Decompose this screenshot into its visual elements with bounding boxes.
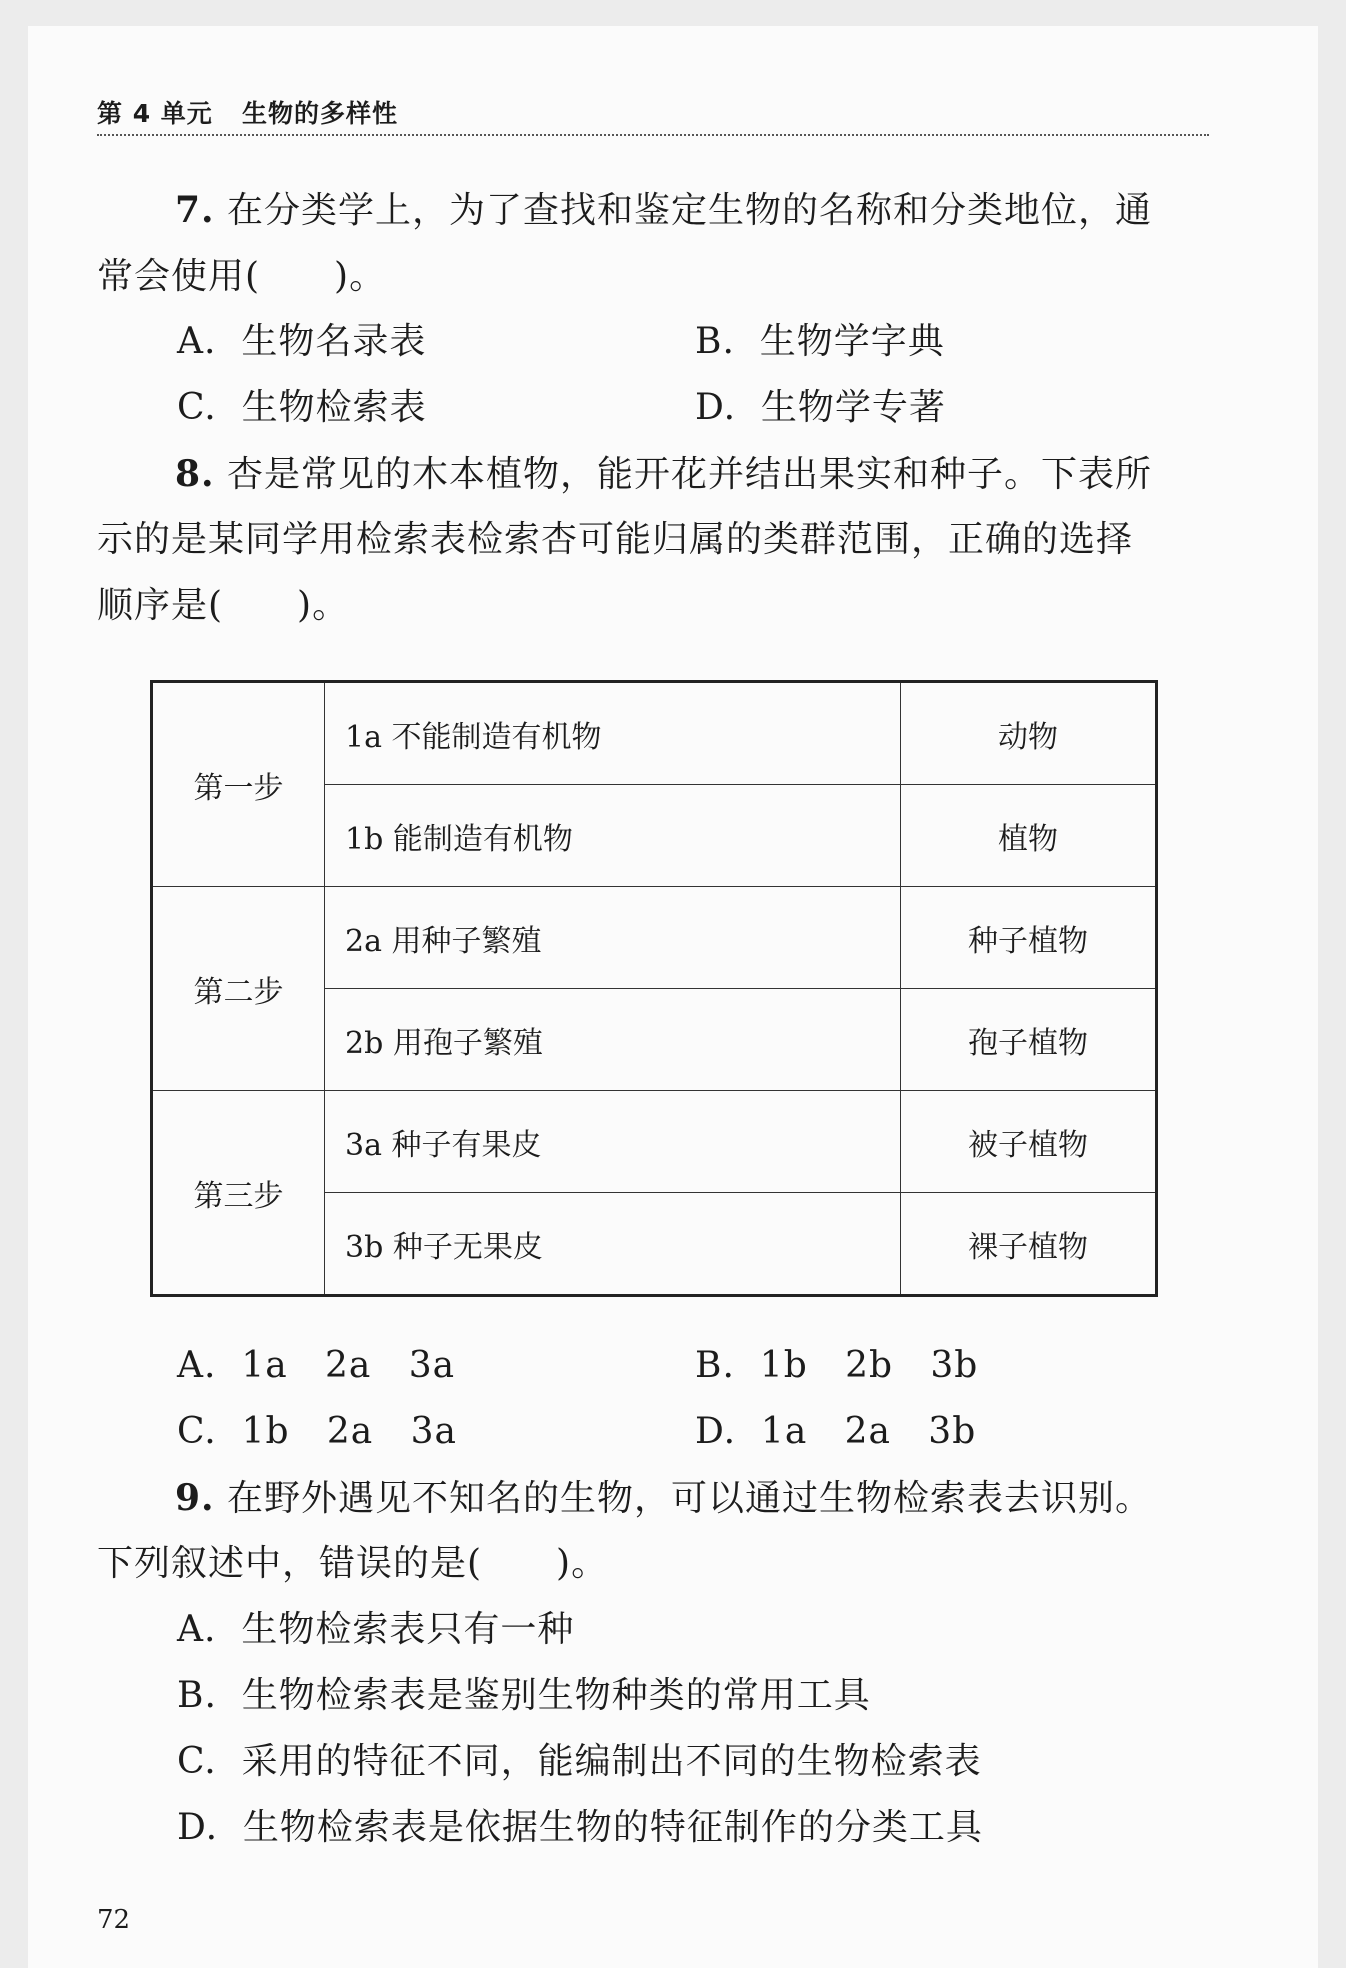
classification-key-table — [150, 680, 1158, 1297]
desc-cell: 3a 种子有果皮 — [325, 1091, 901, 1193]
table-row — [152, 1091, 1157, 1193]
result-cell: 种子植物 — [901, 887, 1157, 989]
q9-number: 9. — [175, 1477, 215, 1519]
page-number: 72 — [97, 1905, 131, 1935]
q8-option-b[interactable]: B. 1b 2b 3b — [695, 1345, 979, 1386]
result-cell: 裸子植物 — [901, 1193, 1157, 1296]
q9-line1: 9. 在野外遇见不知名的生物，可以通过生物检索表去识别。 — [175, 1477, 1153, 1519]
step-cell: 第二步 — [152, 887, 325, 1091]
result-cell: 孢子植物 — [901, 989, 1157, 1091]
q8-line3: 顺序是( )。 — [97, 585, 350, 626]
q8-option-c[interactable]: C. 1b 2a 3a — [177, 1411, 457, 1452]
q8-number: 8. — [175, 453, 215, 495]
q8-option-a[interactable]: A. 1a 2a 3a — [177, 1345, 456, 1386]
result-cell: 植物 — [901, 785, 1157, 887]
desc-cell: 1a 不能制造有机物 — [325, 682, 901, 785]
desc-cell: 2a 用种子繁殖 — [325, 887, 901, 989]
q7-option-c[interactable]: C. 生物检索表 — [177, 387, 427, 428]
header-unit-title — [97, 98, 398, 130]
q7-option-b[interactable]: B. 生物学字典 — [695, 321, 945, 362]
q9-option-a[interactable]: A. 生物检索表只有一种 — [177, 1609, 575, 1650]
header-unit: 第 4 单元 — [97, 99, 213, 128]
q9-option-c[interactable]: C. 采用的特征不同，能编制出不同的生物检索表 — [177, 1741, 982, 1782]
q9-line2: 下列叙述中，错误的是( )。 — [97, 1543, 609, 1584]
q7-line2: 常会使用( )。 — [97, 256, 387, 297]
q7-option-d[interactable]: D. 生物学专著 — [695, 387, 946, 428]
page-header — [97, 98, 1209, 136]
q8-line1: 8. 杏是常见的木本植物，能开花并结出果实和种子。下表所 — [175, 453, 1153, 495]
q8-option-d[interactable]: D. 1a 2a 3b — [695, 1411, 977, 1452]
q7-number: 7. — [175, 189, 215, 231]
q7-option-a[interactable]: A. 生物名录表 — [177, 321, 427, 362]
table-row — [152, 887, 1157, 989]
header-title: 生物的多样性 — [241, 99, 398, 128]
desc-cell: 2b 用孢子繁殖 — [325, 989, 901, 1091]
step-cell: 第一步 — [152, 682, 325, 887]
desc-cell: 1b 能制造有机物 — [325, 785, 901, 887]
table-row — [152, 682, 1157, 785]
q9-option-d[interactable]: D. 生物检索表是依据生物的特征制作的分类工具 — [177, 1807, 983, 1848]
q9-option-b[interactable]: B. 生物检索表是鉴别生物种类的常用工具 — [177, 1675, 871, 1716]
desc-cell: 3b 种子无果皮 — [325, 1193, 901, 1296]
step-cell: 第三步 — [152, 1091, 325, 1296]
result-cell: 被子植物 — [901, 1091, 1157, 1193]
result-cell: 动物 — [901, 682, 1157, 785]
q7-line1: 7. 在分类学上，为了查找和鉴定生物的名称和分类地位，通 — [175, 189, 1153, 231]
q8-line2: 示的是某同学用检索表检索杏可能归属的类群范围，正确的选择 — [97, 519, 1134, 560]
